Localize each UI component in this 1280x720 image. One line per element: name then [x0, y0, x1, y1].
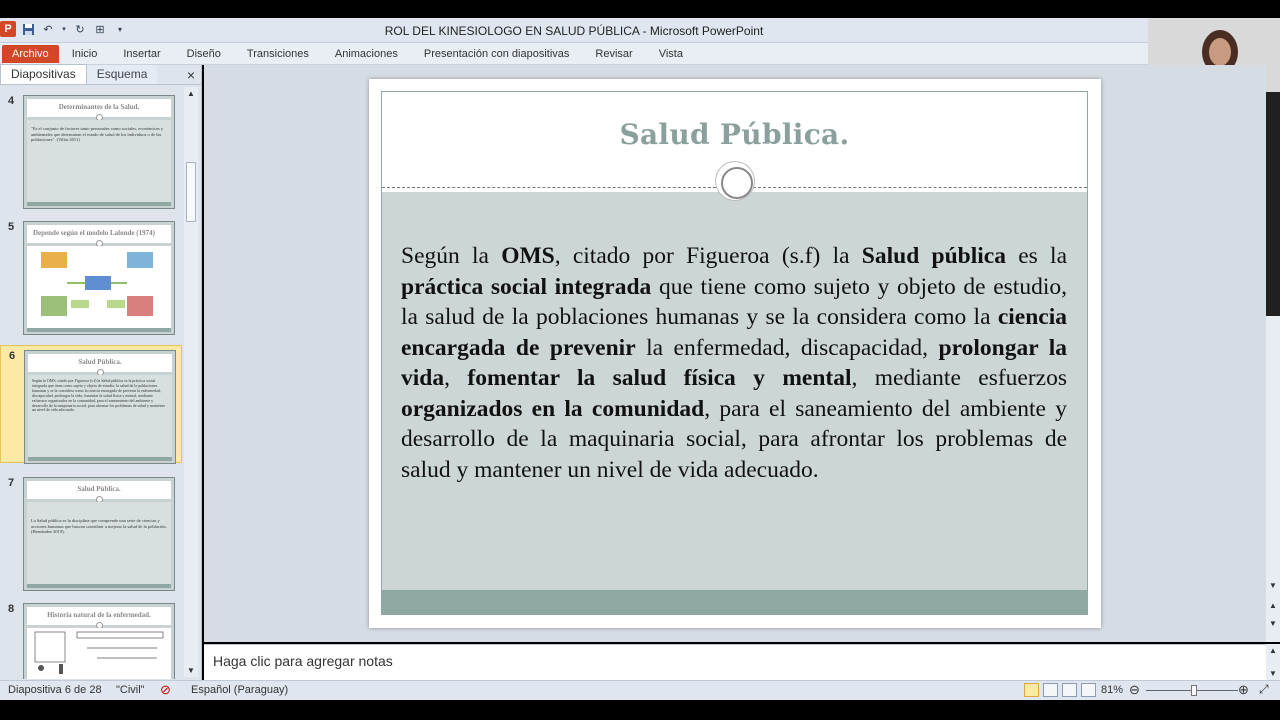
slideshow-icon[interactable]	[1081, 683, 1096, 697]
title-bar	[0, 18, 1148, 43]
slide-number: 4	[8, 95, 15, 107]
slide-frame	[381, 91, 1088, 615]
thumb-diagram	[27, 246, 171, 328]
thumb-title: Historia natural de la enfermedad.	[47, 611, 151, 619]
slide-body-bold-text: OMS	[501, 243, 555, 269]
slide-title[interactable]: Salud Pública.	[619, 118, 850, 151]
scroll-up-icon[interactable]: ▲	[1269, 646, 1277, 655]
next-slide-icon[interactable]: ▼	[1269, 619, 1277, 628]
tab-revisar[interactable]: Revisar	[595, 47, 633, 60]
spellcheck-icon[interactable]: ⊘	[160, 682, 171, 697]
theme-name: "Civil"	[116, 684, 145, 696]
undo-dropdown-icon[interactable]: ▾	[62, 26, 66, 33]
panel-tabs	[0, 65, 201, 85]
tab-inicio[interactable]: Inicio	[71, 47, 98, 60]
slide-number: 6	[9, 350, 16, 362]
slide-thumbnail-7[interactable]	[0, 473, 182, 591]
scroll-down-icon[interactable]: ▼	[187, 666, 195, 675]
thumb-title: Salud Pública.	[77, 485, 121, 493]
slide-content-area	[382, 192, 1087, 590]
slide-body-bold-text: prolongar la vida	[401, 334, 1067, 391]
previous-slide-icon[interactable]: ▲	[1269, 601, 1277, 610]
language-status[interactable]: Español (Paraguay)	[191, 684, 289, 696]
powerpoint-app-icon[interactable]: P	[0, 21, 16, 37]
thumb-text: "Es el conjunto de factores tanto personales como sociales, económicos y ambientales que determinan el estado de salud de los individuos o de las poblaciones". (Villar 2011)	[27, 120, 171, 202]
slide-number: 5	[8, 221, 15, 233]
slide-thumbnail-4[interactable]	[0, 91, 182, 209]
slide-body-bold-text: ciencia encargada de prevenir	[401, 304, 1067, 361]
normal-view-icon[interactable]	[1024, 683, 1039, 697]
thumb-text: Según la OMS, citado por Figueroa (s.f) la Salud pública es la práctica social integrada que tiene como sujeto y objeto de estudio, la salud de la poblaciones humanas y se la considera como la ciencia encargada de prevenir la enfermedad, discapacidad, prolongar la vida, fomentar la salud física y mental, mediante esfuerzos organizados en la comunidad, para el saneamiento del ambiente y desarrollo de la maquinaria social, para afrontar los problemas de salud y mantener un nivel de vida adecuado.	[28, 375, 172, 457]
slide-body-text-run: que tiene como sujeto y objeto de estudio, la salud de la poblaciones humanas y se la considera como la	[401, 273, 1067, 330]
slide-thumbnail-8[interactable]	[0, 599, 182, 679]
tab-insertar[interactable]: Insertar	[123, 47, 161, 60]
slide-thumbnail-6[interactable]	[0, 345, 182, 463]
tab-vista[interactable]: Vista	[658, 47, 683, 60]
thumb-title: Depende según el modelo Lalonde (1974)	[33, 229, 155, 237]
thumb-title: Salud Pública.	[78, 358, 122, 366]
tab-diapositivas[interactable]: Diapositivas	[0, 64, 87, 84]
view-buttons	[1024, 683, 1096, 697]
zoom-slider-thumb[interactable]	[1191, 685, 1197, 696]
close-icon[interactable]: ×	[186, 67, 195, 83]
decorative-circle-icon	[715, 161, 755, 201]
slide-preview	[23, 603, 175, 679]
slide-body-text-run: , mediante esfuerzos	[851, 365, 1067, 391]
slide-body-text[interactable]	[401, 241, 1067, 485]
thumb-title: Determinantes de la Salud.	[58, 103, 140, 111]
slide-preview	[23, 95, 175, 209]
notes-pane[interactable]	[204, 644, 1266, 680]
notes-placeholder[interactable]: Haga clic para agregar notas	[213, 653, 393, 669]
tab-esquema[interactable]: Esquema	[87, 65, 158, 84]
slide-preview	[23, 221, 175, 335]
scroll-down-icon[interactable]: ▼	[1269, 669, 1277, 678]
thumb-diagram	[27, 628, 171, 679]
current-slide[interactable]	[369, 79, 1101, 628]
slide-preview	[23, 477, 175, 591]
zoom-level[interactable]: 81%	[1101, 684, 1124, 696]
slide-body-bold-text: organizados en la comunidad	[401, 395, 705, 422]
slide-body-bold-text: práctica social integrada	[401, 273, 652, 300]
undo-icon[interactable]: ↶	[43, 23, 53, 36]
tab-archivo[interactable]: Archivo	[2, 45, 59, 63]
layout-icon[interactable]: ⊞	[95, 23, 105, 36]
tab-diseno[interactable]: Diseño	[186, 47, 221, 60]
status-bar	[0, 680, 1280, 700]
slide-body-text-run: , citado por Figueroa (s.f) la	[554, 243, 862, 269]
ribbon-tabs	[0, 43, 1148, 65]
slide-body-bold-text: Salud pública	[861, 243, 1006, 269]
window-title: ROL DEL KINESIOLOGO EN SALUD PÚBLICA - Microsoft PowerPoint	[384, 24, 764, 38]
scroll-up-icon[interactable]: ▲	[187, 89, 195, 98]
thumb-text: La Salud pública es la disciplina que comprende una serie de ciencias y acciones humanas que buscan contribuir a mejorar la salud de la población. (Hernández 2019).	[27, 502, 171, 584]
scroll-thumb[interactable]	[186, 162, 196, 222]
fit-slide-icon[interactable]: ⤢	[1259, 682, 1269, 696]
zoom-out-icon[interactable]: ⊖	[1129, 682, 1140, 697]
slide-body-text-run: la enfermedad, discapacidad,	[635, 334, 939, 361]
zoom-in-icon[interactable]: ⊕	[1238, 682, 1249, 697]
reading-view-icon[interactable]	[1062, 683, 1077, 697]
slide-body-text-run: , para el saneamiento del ambiente y desarrollo de la maquinaria social, para afrontar los problemas de salud y mantener un nivel de vida adecuado.	[401, 395, 1067, 483]
screen-bottom-edge	[0, 700, 1280, 720]
slide-number: 7	[8, 477, 15, 489]
redo-icon[interactable]: ↻	[75, 23, 85, 36]
slide-sorter-icon[interactable]	[1043, 683, 1058, 697]
tab-transiciones[interactable]: Transiciones	[246, 47, 309, 60]
slide-body-bold-text: fomentar la salud física y mental	[467, 365, 852, 391]
tab-presentacion[interactable]: Presentación con diapositivas	[423, 47, 570, 60]
slide-scrollbar[interactable]	[1266, 316, 1280, 642]
notes-scrollbar[interactable]	[1266, 644, 1280, 680]
slides-panel	[0, 65, 202, 680]
slide-number: 8	[8, 603, 15, 615]
slide-body-text-run: es la	[1005, 243, 1067, 269]
tab-animaciones[interactable]: Animaciones	[334, 47, 398, 60]
thumbnails-scrollbar[interactable]	[184, 87, 198, 677]
slide-counter: Diapositiva 6 de 28	[8, 684, 102, 696]
slide-thumbnail-5[interactable]	[0, 217, 182, 335]
slide-footer-bar	[382, 590, 1087, 614]
scroll-down-icon[interactable]: ▼	[1269, 581, 1277, 590]
slide-body-text-run: ,	[444, 365, 468, 391]
slide-body-text-run: Según la	[401, 243, 502, 269]
customize-toolbar-icon[interactable]: ▾	[117, 24, 122, 34]
slide-preview	[24, 350, 176, 464]
